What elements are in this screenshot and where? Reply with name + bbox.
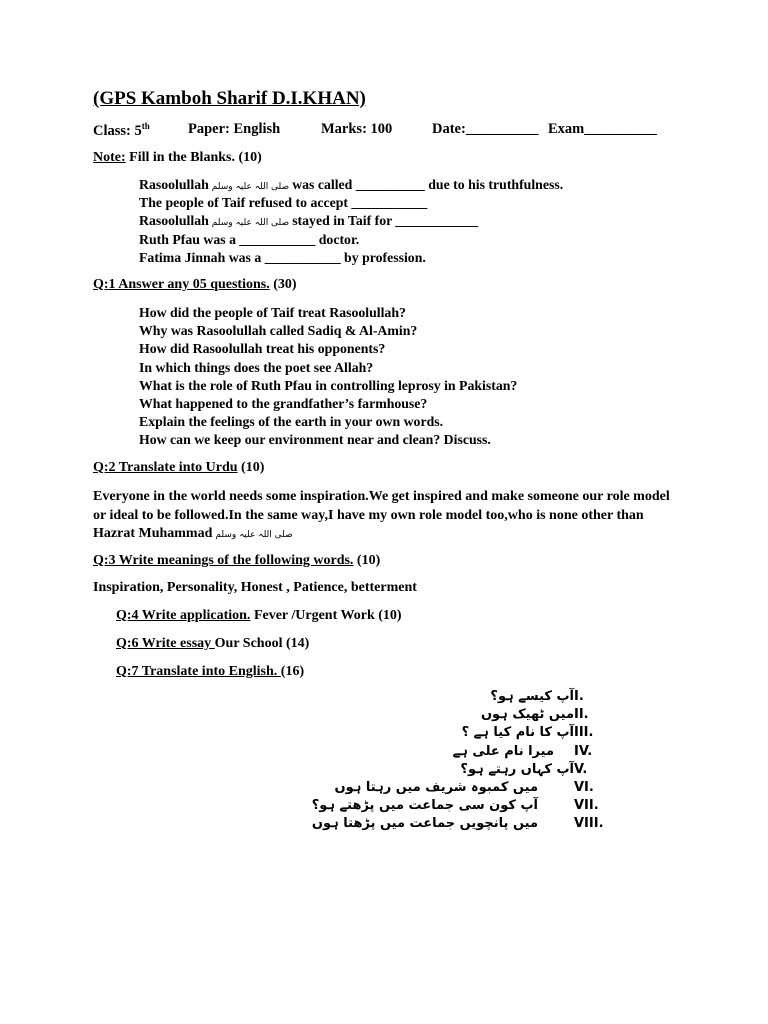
item-text: In which things does the poet see Allah? [139, 359, 374, 375]
list-item [0, 689, 604, 707]
marks-label: Marks: 100 [321, 121, 393, 137]
q3-label: Q:3 Write meanings of the following words. [93, 553, 354, 568]
item-text [139, 177, 563, 193]
q7-label: Q:7 Translate into English. [116, 664, 281, 679]
q2-marks: (10) [237, 460, 265, 475]
item-text: Explain the feelings of the earth in your own words. [139, 414, 444, 430]
q4-label: Q:4 Write application. [116, 608, 251, 623]
item-text: میں پانچویں جماعت میں پڑھتا ہوں [311, 816, 538, 832]
school-title: (GPS Kamboh Sharif D.I.KHAN) [93, 88, 366, 109]
item-text: آپ کہاں رہتے ہو؟ [460, 761, 574, 777]
q7-marks: (16) [280, 664, 305, 679]
item-text: How can we keep our environment near and clean? Discuss. [139, 432, 491, 448]
list-item [0, 707, 604, 725]
class-label [93, 121, 150, 140]
q1-heading [93, 277, 297, 293]
item-text: آپ کا نام کیا ہے ؟ [461, 725, 574, 741]
item-number: I. [574, 689, 584, 704]
item-text: میں ٹھیک ہوں [480, 707, 574, 723]
list-item [0, 798, 604, 816]
date-field: Date:__________ [432, 121, 539, 137]
item-text: آپ کیسے ہو؟ [490, 689, 574, 704]
item-post: was called __________ due to his truthfulness. [292, 177, 564, 192]
item-text: What happened to the grandfather’s farmhouse? [139, 395, 428, 411]
pbuh-honorific: صلی اللہ علیہ وسلم [211, 218, 290, 229]
list-item [0, 762, 604, 780]
note-label: Note: [93, 150, 126, 165]
item-text: میرا نام علی ہے [452, 743, 554, 759]
item-text: Why was Rasoolullah called Sadiq & Al-Amin? [139, 323, 418, 339]
exam-field: Exam__________ [548, 121, 657, 137]
item-number: II. [574, 707, 589, 723]
item-post: stayed in Taif for ____________ [292, 213, 479, 229]
q2-text: Everyone in the world needs some inspiration.We get inspired and make someone our role model or ideal to be followed.In the same way,I have my own role model too,who is none other than Hazrat Muhammad [93, 489, 670, 541]
item-pre: Rasoolullah [139, 177, 209, 192]
item-text: آپ کون سی جماعت میں پڑھتے ہو؟ [311, 798, 538, 814]
class-superscript: th [141, 121, 150, 131]
item-text: Ruth Pfau was a ___________ doctor. [139, 231, 360, 247]
q2-label: Q:2 Translate into Urdu [93, 460, 238, 475]
list-item [0, 816, 604, 834]
q6-text: Our School (14) [214, 636, 310, 651]
q3-heading [93, 553, 380, 569]
list-item [0, 725, 604, 743]
item-number: IV. [574, 743, 593, 759]
pbuh-honorific: صلی اللہ علیہ وسلم [211, 182, 290, 192]
q6-heading [116, 636, 309, 652]
item-number: V. [574, 761, 588, 777]
q7-heading [116, 664, 304, 680]
item-text: How did the people of Taif treat Rasoolullah? [139, 305, 406, 320]
item-number: VI. [574, 779, 594, 795]
pbuh-honorific: صلی اللہ علیہ وسلم [215, 530, 293, 540]
item-text: Fatima Jinnah was a ___________ by profession. [139, 249, 426, 265]
item-number: VII. [574, 798, 599, 814]
item-text: What is the role of Ruth Pfau in controlling leprosy in Pakistan? [139, 377, 518, 393]
item-text: How did Rasoolullah treat his opponents? [139, 341, 386, 357]
q3-marks: (10) [353, 553, 381, 568]
note-heading [93, 150, 262, 166]
q4-text: Fever /Urgent Work (10) [250, 608, 402, 623]
item-text [139, 213, 478, 229]
q1-marks: (30) [269, 277, 297, 292]
q4-heading [116, 608, 402, 624]
paper-label: Paper: English [188, 121, 281, 137]
item-pre: Rasoolullah [139, 213, 209, 229]
list-item [0, 744, 604, 762]
q3-words: Inspiration, Personality, Honest , Patience, betterment [93, 580, 417, 595]
item-text: The people of Taif refused to accept ___________ [139, 195, 428, 211]
q6-label: Q:6 Write essay [116, 636, 215, 651]
class-text: Class: 5 [93, 122, 142, 139]
urdu-sentences-list [0, 689, 604, 835]
q2-heading [93, 460, 264, 476]
item-number: VIII. [574, 816, 604, 832]
list-item [0, 780, 604, 798]
item-text: میں کمبوہ شریف میں رہتا ہوں [334, 779, 538, 795]
item-number: III. [574, 725, 594, 741]
note-text: Fill in the Blanks. (10) [125, 150, 262, 165]
q2-paragraph [93, 488, 683, 545]
q1-label: Q:1 Answer any 05 questions. [93, 277, 270, 292]
